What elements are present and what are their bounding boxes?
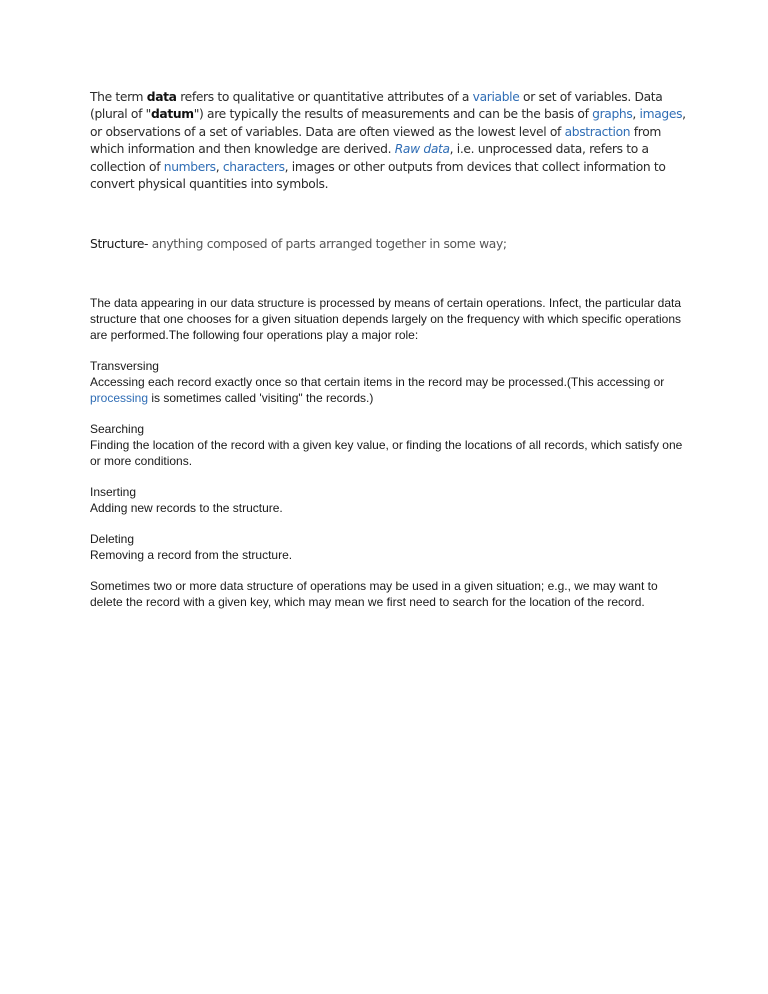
operation-text: is sometimes called 'visiting" the records.): [148, 391, 374, 405]
operation-deleting: [90, 531, 690, 563]
structure-term: Structure-: [90, 237, 149, 251]
operation-heading: Searching: [90, 422, 145, 436]
operation-inserting: [90, 484, 690, 516]
text-span: , images or other outputs from devices that collect information to convert physical quantities into symbols.: [90, 159, 666, 192]
operation-heading: Inserting: [90, 485, 137, 499]
link-raw-data[interactable]: Raw data: [394, 142, 450, 157]
link-graphs[interactable]: graphs: [592, 107, 633, 122]
link-abstraction[interactable]: abstraction: [564, 124, 631, 139]
term-data: data: [146, 90, 177, 104]
text-span: or set of variables. Data (plural of ": [90, 90, 663, 122]
term-datum: datum: [150, 107, 194, 122]
text-span: ") are typically the results of measurements and can be the basis of: [193, 107, 593, 122]
text-span: ,: [632, 107, 640, 122]
data-definition-paragraph: [90, 89, 690, 193]
operation-text: Accessing each record exactly once so that certain items in the record may be processed.(This accessing or: [90, 375, 665, 389]
text-span: refers to qualitative or quantitative attributes of a: [176, 90, 473, 104]
operation-transversing: [90, 358, 690, 406]
operations-section: [90, 295, 690, 625]
operation-text: Removing a record from the structure.: [90, 548, 293, 562]
link-characters[interactable]: characters: [222, 159, 285, 174]
link-numbers[interactable]: numbers: [163, 159, 216, 174]
operation-heading: Transversing: [90, 359, 159, 373]
text-span: The term: [90, 90, 147, 104]
link-images[interactable]: images: [639, 107, 683, 122]
operation-heading: Deleting: [90, 532, 135, 546]
structure-definition-text: anything composed of parts arranged together in some way;: [148, 237, 507, 251]
text-span: , or observations of a set of variables. Data are often viewed as the lowest level of: [90, 107, 686, 139]
operation-searching: [90, 421, 690, 469]
text-span: , i.e. unprocessed data, refers to a collection of: [90, 142, 649, 174]
text-span: from which information and then knowledge are derived.: [90, 124, 661, 157]
text-span: ,: [215, 159, 223, 174]
link-processing[interactable]: processing: [90, 391, 149, 405]
structure-definition: [90, 236, 690, 253]
closing-paragraph: Sometimes two or more data structure of operations may be used in a given situation; e.g., we may want to delete the record with a given key, which may mean we first need to search for the location of the record.: [90, 579, 658, 609]
operation-text: Adding new records to the structure.: [90, 501, 283, 515]
operation-text: Finding the location of the record with a given key value, or finding the locations of all records, which satisfy one or more conditions.: [90, 438, 683, 468]
operations-intro: The data appearing in our data structure is processed by means of certain operations. Infect, the particular data structure that one chooses for a given situation depends largely on the frequency with which specific operations are performed.The following four operations play a major role:: [90, 296, 682, 342]
link-variable[interactable]: variable: [472, 90, 520, 104]
